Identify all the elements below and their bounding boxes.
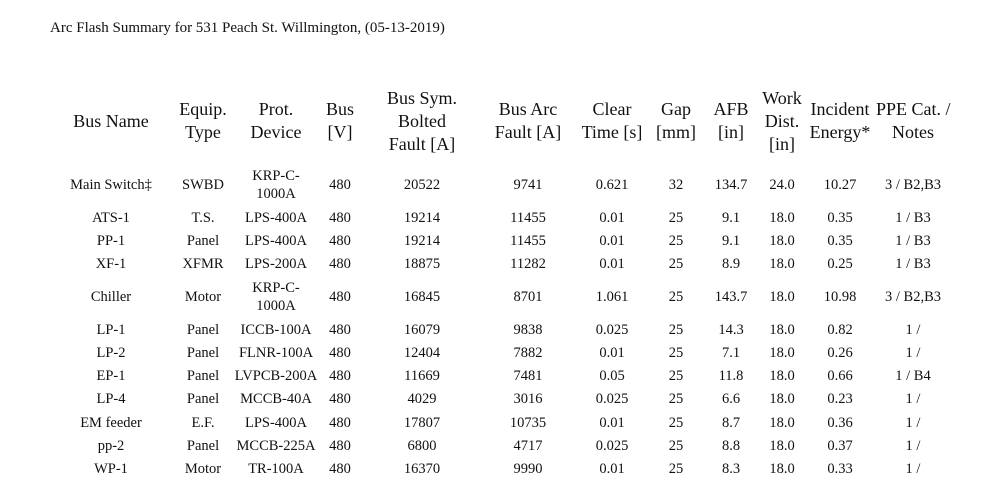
cell-bolted-fault: 12404 xyxy=(403,344,441,361)
cell-bus-voltage: 480 xyxy=(329,232,351,249)
cell-prot-device: KRP-C- 1000A xyxy=(252,168,300,202)
cell-afb: 8.7 xyxy=(721,414,741,431)
cell-work-dist: 18.0 xyxy=(769,256,795,273)
table-row xyxy=(50,411,950,434)
cell-bus-voltage: 480 xyxy=(329,177,351,193)
cell-afb: 8.9 xyxy=(721,256,741,273)
cell-work-dist: 18.0 xyxy=(769,209,795,226)
cell-afb: 9.1 xyxy=(721,232,741,249)
cell-bus-voltage: 480 xyxy=(329,209,351,226)
cell-arc-fault: 10735 xyxy=(509,414,547,431)
cell-afb: 7.1 xyxy=(721,344,741,361)
cell-bus-voltage: 480 xyxy=(329,391,351,408)
cell-bus-name: XF-1 xyxy=(95,256,127,273)
column-header-line: Energy* xyxy=(809,122,871,142)
cell-ppe-notes: 1 / xyxy=(905,414,921,431)
cell-bus-voltage: 480 xyxy=(329,438,351,455)
cell-prot-device: TR-100A xyxy=(248,461,304,478)
cell-prot-device: LVPCB-200A xyxy=(234,368,318,385)
column-header-ppe-notes xyxy=(876,80,950,162)
cell-work-dist: 18.0 xyxy=(769,438,795,455)
cell-ppe-notes: 1 / xyxy=(905,391,921,408)
column-header-bus-voltage xyxy=(318,80,362,162)
cell-incident-energy: 0.26 xyxy=(827,344,853,361)
column-header-prot-device xyxy=(234,80,318,162)
cell-clear-time: 0.025 xyxy=(595,391,629,408)
cell-work-dist: 18.0 xyxy=(769,368,795,385)
cell-incident-energy: 0.35 xyxy=(827,209,853,226)
cell-afb: 134.7 xyxy=(714,177,748,193)
cell-incident-energy: 0.66 xyxy=(827,368,853,385)
cell-prot-device: KRP-C- 1000A xyxy=(252,279,300,314)
column-header-bus-name xyxy=(50,80,172,162)
cell-equip-type: Panel xyxy=(186,368,220,385)
column-header-line: [mm] xyxy=(656,122,696,142)
cell-clear-time: 1.061 xyxy=(595,288,629,305)
cell-bus-name: PP-1 xyxy=(96,232,126,249)
cell-clear-time: 0.01 xyxy=(599,232,625,249)
cell-ppe-notes: 1 / B3 xyxy=(895,256,931,273)
table-row xyxy=(50,388,950,411)
column-header-line: PPE Cat. / xyxy=(876,99,951,119)
cell-bus-voltage: 480 xyxy=(329,414,351,431)
cell-work-dist: 18.0 xyxy=(769,391,795,408)
cell-gap: 25 xyxy=(668,368,684,385)
cell-bus-voltage: 480 xyxy=(329,256,351,273)
cell-gap: 32 xyxy=(668,177,684,193)
cell-bus-name: pp-2 xyxy=(97,438,125,455)
cell-arc-fault: 11455 xyxy=(510,232,546,249)
cell-bus-name: Chiller xyxy=(90,288,132,305)
table-row xyxy=(50,341,950,364)
cell-prot-device: LPS-400A xyxy=(244,414,308,431)
cell-bus-voltage: 480 xyxy=(329,321,351,338)
cell-ppe-notes: 3 / B2,B3 xyxy=(885,288,941,305)
column-header-work-dist xyxy=(760,80,804,162)
cell-prot-device: MCCB-225A xyxy=(236,438,316,455)
cell-arc-fault: 3016 xyxy=(513,391,543,408)
cell-gap: 25 xyxy=(668,438,684,455)
cell-equip-type: XFMR xyxy=(182,256,224,273)
cell-ppe-notes: 1 / B4 xyxy=(895,368,931,385)
table-row xyxy=(50,364,950,387)
cell-bolted-fault: 17807 xyxy=(403,414,441,431)
cell-afb: 143.7 xyxy=(714,288,748,305)
cell-prot-device: FLNR-100A xyxy=(238,344,314,361)
column-header-line: Type xyxy=(185,122,221,142)
cell-incident-energy: 10.98 xyxy=(823,288,857,305)
cell-clear-time: 0.05 xyxy=(599,368,625,385)
column-header-line: AFB xyxy=(713,99,749,119)
cell-incident-energy: 0.36 xyxy=(827,414,853,431)
cell-gap: 25 xyxy=(668,391,684,408)
cell-work-dist: 18.0 xyxy=(769,461,795,478)
cell-gap: 25 xyxy=(668,256,684,273)
cell-incident-energy: 0.82 xyxy=(827,321,853,338)
cell-work-dist: 18.0 xyxy=(769,288,795,305)
cell-prot-device: ICCB-100A xyxy=(240,321,312,338)
table-row xyxy=(50,276,950,318)
document-title: Arc Flash Summary for 531 Peach St. Willmington, (05-13-2019) xyxy=(50,20,445,36)
cell-arc-fault: 11282 xyxy=(510,256,546,273)
cell-equip-type: Panel xyxy=(186,391,220,408)
cell-gap: 25 xyxy=(668,209,684,226)
cell-incident-energy: 0.23 xyxy=(827,391,853,408)
cell-clear-time: 0.01 xyxy=(599,209,625,226)
column-header-line: Fault [A] xyxy=(494,122,562,142)
cell-arc-fault: 11455 xyxy=(510,209,546,226)
cell-afb: 8.8 xyxy=(721,438,741,455)
cell-bolted-fault: 16370 xyxy=(403,461,441,478)
cell-clear-time: 0.621 xyxy=(595,177,629,193)
cell-gap: 25 xyxy=(668,321,684,338)
cell-bolted-fault: 16845 xyxy=(403,288,441,305)
column-header-line: Gap xyxy=(661,99,691,119)
cell-afb: 6.6 xyxy=(721,391,741,408)
cell-bus-name: ATS-1 xyxy=(92,209,130,226)
cell-ppe-notes: 1 / xyxy=(905,438,921,455)
cell-work-dist: 18.0 xyxy=(769,321,795,338)
cell-gap: 25 xyxy=(668,344,684,361)
cell-bolted-fault: 6800 xyxy=(407,438,437,455)
column-header-line: Prot. xyxy=(258,99,294,119)
cell-afb: 14.3 xyxy=(718,321,744,338)
cell-bolted-fault: 18875 xyxy=(403,256,441,273)
column-header-gap xyxy=(650,80,702,162)
cell-prot-device: LPS-200A xyxy=(244,256,308,273)
cell-bus-name: Main Switch‡ xyxy=(70,177,152,193)
cell-equip-type: Panel xyxy=(186,344,220,361)
column-header-line: [in] xyxy=(769,133,795,154)
cell-equip-type: Motor xyxy=(184,461,222,478)
column-header-afb xyxy=(702,80,760,162)
cell-equip-type: Panel xyxy=(186,438,220,455)
cell-bus-name: WP-1 xyxy=(94,461,128,478)
cell-bus-voltage: 480 xyxy=(329,344,351,361)
cell-gap: 25 xyxy=(668,414,684,431)
column-header-line: Clear xyxy=(592,99,632,119)
cell-incident-energy: 0.33 xyxy=(827,461,853,478)
cell-bus-name: LP-2 xyxy=(96,344,126,361)
cell-bus-name: EP-1 xyxy=(96,368,126,385)
column-header-incident-energy xyxy=(804,80,876,162)
cell-bus-name: EM feeder xyxy=(80,414,142,431)
cell-equip-type: Motor xyxy=(184,288,222,305)
column-header-clear-time xyxy=(574,80,650,162)
cell-clear-time: 0.025 xyxy=(595,438,629,455)
cell-work-dist: 18.0 xyxy=(769,344,795,361)
cell-clear-time: 0.01 xyxy=(599,256,625,273)
column-header-line: Work xyxy=(762,87,802,108)
column-header-line: Bus Sym. xyxy=(386,87,458,108)
table-row xyxy=(50,458,950,481)
cell-incident-energy: 0.35 xyxy=(827,232,853,249)
arc-flash-table xyxy=(50,80,950,481)
column-header-bolted-fault xyxy=(362,80,482,162)
cell-equip-type: Panel xyxy=(186,232,220,249)
table-row xyxy=(50,206,950,229)
cell-prot-device: MCCB-40A xyxy=(240,391,312,408)
cell-gap: 25 xyxy=(668,288,684,305)
cell-ppe-notes: 1 / B3 xyxy=(895,209,931,226)
column-header-line: Equip. xyxy=(179,99,227,119)
cell-arc-fault: 9990 xyxy=(513,461,543,478)
column-header-line: Incident xyxy=(810,99,870,119)
column-header-line: Bolted xyxy=(398,110,446,131)
cell-equip-type: E.F. xyxy=(191,414,215,431)
cell-bolted-fault: 19214 xyxy=(403,232,441,249)
table-row xyxy=(50,162,950,206)
cell-work-dist: 24.0 xyxy=(769,177,795,193)
cell-afb: 11.8 xyxy=(718,368,744,385)
column-header-line: Fault [A] xyxy=(388,133,456,154)
cell-clear-time: 0.01 xyxy=(599,461,625,478)
cell-bus-voltage: 480 xyxy=(329,368,351,385)
table-body xyxy=(50,162,950,481)
column-header-line: Bus xyxy=(325,99,354,119)
header-row xyxy=(50,80,950,162)
cell-clear-time: 0.01 xyxy=(599,344,625,361)
table-row xyxy=(50,434,950,457)
cell-incident-energy: 0.25 xyxy=(827,256,853,273)
cell-clear-time: 0.025 xyxy=(595,321,629,338)
cell-ppe-notes: 1 / xyxy=(905,344,921,361)
cell-arc-fault: 8701 xyxy=(513,288,543,305)
cell-ppe-notes: 3 / B2,B3 xyxy=(885,177,941,193)
cell-equip-type: Panel xyxy=(186,321,220,338)
column-header-line: Time [s] xyxy=(581,122,643,142)
cell-afb: 8.3 xyxy=(721,461,741,478)
cell-bolted-fault: 16079 xyxy=(403,321,441,338)
cell-equip-type: SWBD xyxy=(182,177,224,193)
cell-incident-energy: 0.37 xyxy=(827,438,853,455)
table-header xyxy=(50,80,950,162)
cell-bus-name: LP-1 xyxy=(96,321,126,338)
cell-prot-device: LPS-400A xyxy=(244,232,308,249)
column-header-line: Dist. xyxy=(764,110,800,131)
cell-arc-fault: 7481 xyxy=(513,368,543,385)
cell-clear-time: 0.01 xyxy=(599,414,625,431)
table-row xyxy=(50,229,950,252)
cell-arc-fault: 9838 xyxy=(513,321,543,338)
column-header-line: Bus Arc xyxy=(498,99,558,119)
table-row xyxy=(50,253,950,276)
cell-bolted-fault: 4029 xyxy=(407,391,437,408)
cell-arc-fault: 9741 xyxy=(513,177,543,193)
cell-arc-fault: 7882 xyxy=(513,344,543,361)
cell-ppe-notes: 1 / xyxy=(905,321,921,338)
column-header-equip-type xyxy=(172,80,234,162)
column-header-line: [V] xyxy=(327,122,353,142)
column-header-line: [in] xyxy=(718,122,744,142)
cell-gap: 25 xyxy=(668,232,684,249)
cell-ppe-notes: 1 / B3 xyxy=(895,232,931,249)
cell-ppe-notes: 1 / xyxy=(905,461,921,478)
column-header-line: Bus Name xyxy=(73,110,149,131)
cell-equip-type: T.S. xyxy=(191,209,215,226)
table-row xyxy=(50,318,950,341)
cell-work-dist: 18.0 xyxy=(769,414,795,431)
cell-work-dist: 18.0 xyxy=(769,232,795,249)
cell-bus-name: LP-4 xyxy=(96,391,126,408)
cell-bolted-fault: 20522 xyxy=(403,177,441,193)
cell-prot-device: LPS-400A xyxy=(244,209,308,226)
column-header-arc-fault xyxy=(482,80,574,162)
cell-arc-fault: 4717 xyxy=(513,438,543,455)
cell-bus-voltage: 480 xyxy=(329,288,351,305)
cell-afb: 9.1 xyxy=(721,209,741,226)
cell-gap: 25 xyxy=(668,461,684,478)
column-header-line: Notes xyxy=(892,122,934,142)
column-header-line: Device xyxy=(250,122,302,142)
cell-bus-voltage: 480 xyxy=(329,461,351,478)
cell-bolted-fault: 19214 xyxy=(403,209,441,226)
cell-bolted-fault: 11669 xyxy=(404,368,440,385)
cell-incident-energy: 10.27 xyxy=(823,177,857,193)
